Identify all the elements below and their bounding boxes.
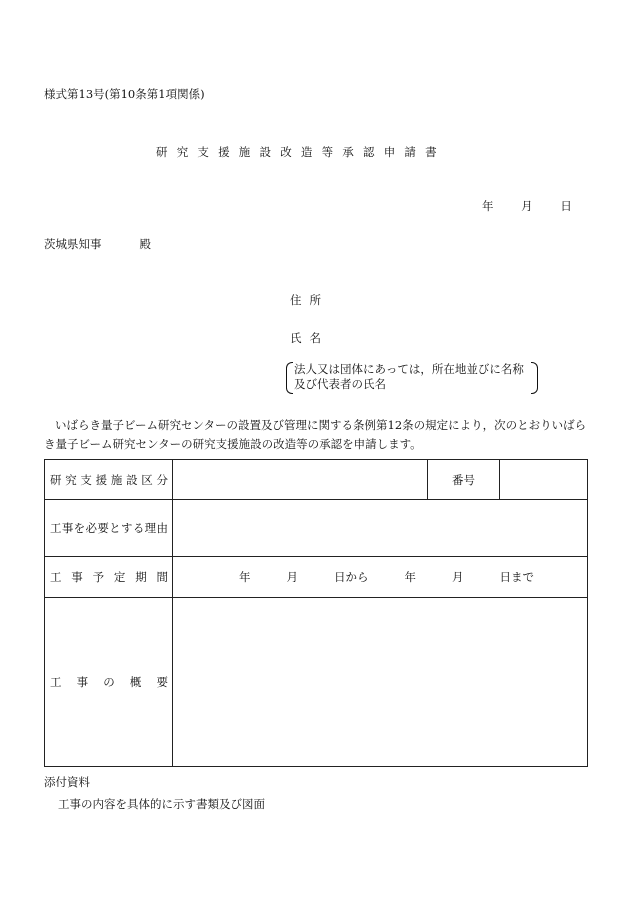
corporate-note-line1: 法人又は団体にあっては，所在地並びに名称	[294, 362, 524, 376]
date-month: 月	[521, 199, 533, 213]
number-value-cell[interactable]	[500, 460, 588, 500]
period-end-year: 年	[404, 570, 416, 584]
table-row-period	[45, 557, 588, 598]
reason-value-cell[interactable]	[173, 500, 588, 557]
date-day: 日	[560, 199, 572, 213]
address-label: 住所	[290, 293, 329, 307]
name-label: 氏名	[290, 331, 329, 345]
corporate-note-line2: 及び代表者の氏名	[294, 377, 386, 391]
attachments-heading: 添付資料	[44, 775, 90, 789]
period-start-year: 年	[239, 570, 251, 584]
application-statement-text: いばらき量子ビーム研究センターの設置及び管理に関する条例第12条の規定により，次のとおりいばらき量子ビーム研究センターの研究支援施設の改造等の承認を申請します。	[44, 418, 587, 451]
corporate-note-text	[294, 362, 524, 392]
document-title: 研究支援施設改造等承認申請書	[156, 145, 446, 159]
table-row-summary	[45, 598, 588, 767]
attachments-item: 工事の内容を具体的に示す書類及び図面	[58, 797, 265, 811]
application-statement	[44, 416, 592, 454]
period-end-day: 日まで	[499, 570, 534, 584]
addressee-name: 茨城県知事	[44, 237, 102, 251]
facility-label: 研究支援施設区分	[50, 472, 168, 487]
application-table	[44, 459, 588, 767]
table-row-facility	[45, 460, 588, 500]
period-end-month: 月	[452, 570, 464, 584]
summary-label: 工事の概要	[50, 675, 168, 689]
period-label: 工事予定期間	[50, 570, 168, 584]
reason-label: 工事を必要とする理由	[50, 521, 168, 535]
period-start-day: 日から	[334, 570, 369, 584]
date-line	[482, 198, 572, 214]
facility-label-cell	[45, 460, 173, 500]
right-bracket	[531, 362, 538, 394]
table-row-reason	[45, 500, 588, 557]
corporate-note	[286, 362, 538, 394]
left-bracket	[286, 362, 293, 394]
facility-value-cell[interactable]	[173, 460, 428, 500]
number-label: 番号	[428, 460, 500, 500]
form-number: 様式第13号(第10条第1項関係)	[44, 87, 205, 101]
reason-label-cell	[45, 500, 173, 557]
addressee	[44, 236, 151, 252]
period-start-month: 月	[286, 570, 298, 584]
date-year: 年	[482, 199, 494, 213]
period-value-cell[interactable]	[173, 557, 588, 598]
period-fields	[173, 569, 587, 585]
period-label-cell	[45, 557, 173, 598]
summary-label-cell	[45, 598, 173, 767]
summary-value-cell[interactable]	[173, 598, 588, 767]
addressee-honorific: 殿	[139, 237, 151, 251]
